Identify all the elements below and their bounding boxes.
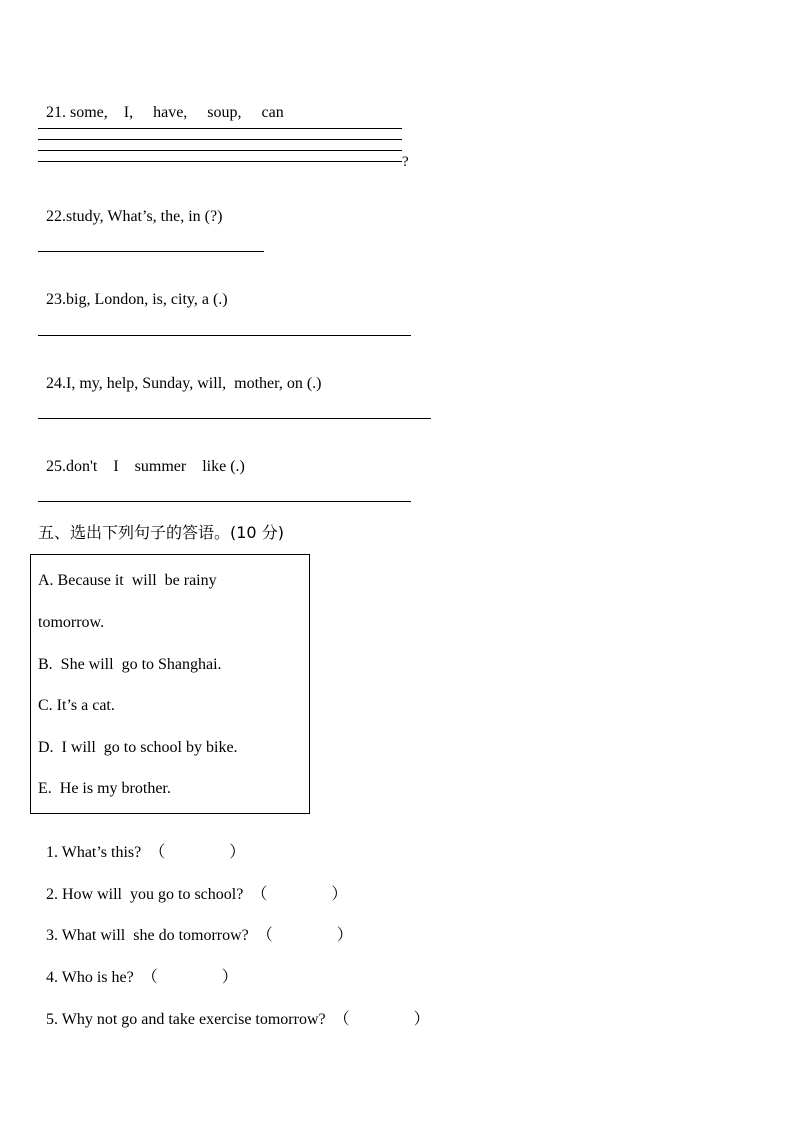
choice-d: D. I will go to school by bike. <box>38 739 238 756</box>
question-text: .I, my, help, Sunday, will, mother, on (.) <box>62 375 322 392</box>
choice-a-continued: tomorrow. <box>38 614 105 631</box>
choice-e: E. He is my brother. <box>38 780 171 797</box>
answer-line[interactable] <box>38 335 411 336</box>
choice-b: B. She will go to Shanghai. <box>38 656 222 673</box>
end-mark: ? <box>402 154 409 170</box>
question-number: 25 <box>46 458 62 475</box>
question-25 <box>38 443 245 475</box>
item-text: 4. Who is he? <box>46 969 134 986</box>
answer-line[interactable] <box>38 161 402 162</box>
question-21 <box>38 89 284 121</box>
answer-bracket[interactable]: （ ） <box>149 844 246 861</box>
question-number: 23 <box>46 291 62 308</box>
answer-line[interactable] <box>38 139 402 140</box>
question-number: 21 <box>46 104 62 121</box>
item-text: 2. How will you go to school? <box>46 886 244 903</box>
match-item-5 <box>38 996 430 1028</box>
question-text: .study, What’s, the, in (?) <box>62 208 223 225</box>
answer-line[interactable] <box>38 150 402 151</box>
answer-bracket[interactable]: （ ） <box>251 886 348 903</box>
question-number: 24 <box>46 375 62 392</box>
choice-a: A. Because it will be rainy <box>38 572 217 589</box>
match-item-1 <box>38 829 245 861</box>
match-item-4 <box>38 954 238 986</box>
answer-line[interactable] <box>38 128 402 129</box>
question-number: 22 <box>46 208 62 225</box>
section-heading: 五、选出下列句子的答语。(10 分) <box>38 523 284 542</box>
question-23 <box>38 276 228 308</box>
answer-bracket[interactable]: （ ） <box>256 927 353 944</box>
choice-c: C. It’s a cat. <box>38 697 115 714</box>
item-text: 5. Why not go and take exercise tomorrow? <box>46 1011 326 1028</box>
match-item-2 <box>38 871 347 903</box>
question-text: .big, London, is, city, a (.) <box>62 291 228 308</box>
item-text: 1. What’s this? <box>46 844 142 861</box>
answer-line[interactable] <box>38 251 264 252</box>
item-text: 3. What will she do tomorrow? <box>46 927 249 944</box>
choices-box <box>30 554 310 814</box>
question-24 <box>38 360 321 392</box>
question-text: . some, I, have, soup, can <box>62 104 284 121</box>
answer-line[interactable] <box>38 501 411 502</box>
question-22 <box>38 193 222 225</box>
answer-bracket[interactable]: （ ） <box>333 1011 430 1028</box>
answer-bracket[interactable]: （ ） <box>141 969 238 986</box>
match-item-3 <box>38 912 353 944</box>
question-text: .don't I summer like (.) <box>62 458 245 475</box>
answer-line[interactable] <box>38 418 431 419</box>
